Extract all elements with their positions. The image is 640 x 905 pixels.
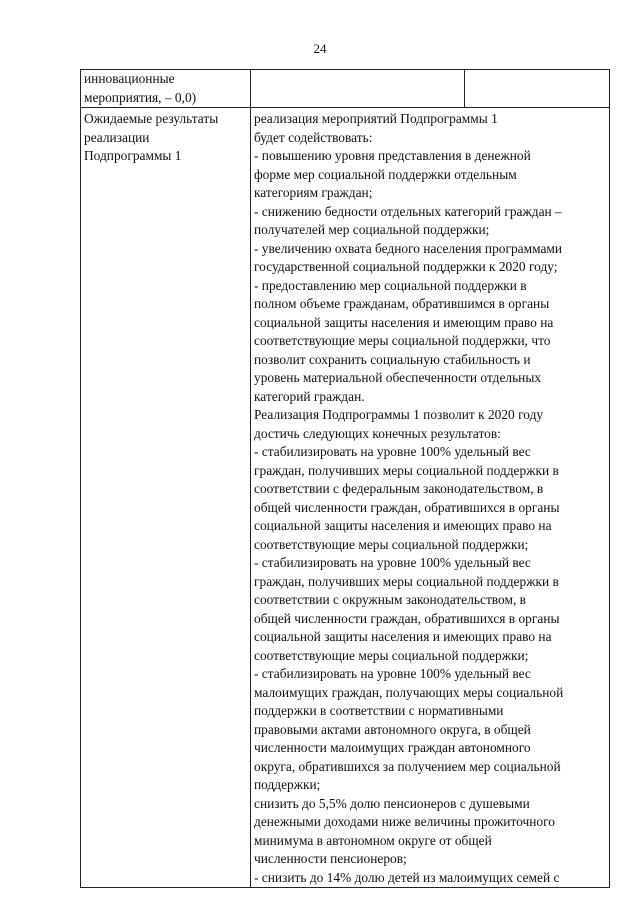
row-content-cell: [251, 108, 610, 888]
text-line: соответствующие меры социальной поддержки, что: [254, 333, 551, 348]
text-line: снизить до 5,5% долю пенсионеров с душевыми: [254, 795, 530, 811]
text-line: - повышению уровня представления в денежной: [254, 148, 531, 163]
text-line: соответствии с окружным законодательством, в: [254, 592, 526, 607]
text-line: социальной защиты населения и имеющих право на: [254, 518, 552, 533]
text-line: получателей мер социальной поддержки;: [254, 222, 490, 237]
text-line: реализация мероприятий Подпрограммы 1: [254, 111, 498, 126]
text-line: Подпрограммы 1: [84, 148, 182, 163]
text-line: социальной защиты населения и имеющих право на: [254, 629, 552, 644]
text-line: поддержки в соответствии с нормативными: [254, 703, 504, 718]
text-line: достичь следующих конечных результатов:: [254, 425, 501, 441]
top-left-cell: [81, 70, 251, 108]
row-label-cell: [81, 108, 251, 888]
text-line: общей численности граждан, обратившихся в органы: [254, 610, 560, 626]
text-line: социальной защиты населения и имеющим право на: [254, 314, 554, 330]
text-line: - стабилизировать на уровне 100% удельный вес: [254, 444, 531, 459]
text-line: - предоставлению мер социальной поддержки в: [254, 277, 527, 293]
table-row: [81, 108, 610, 888]
text-line: - увеличению охвата бедного населения программами: [254, 240, 563, 256]
text-line: категориям граждан;: [254, 185, 373, 200]
cell-line: инновационные: [84, 71, 175, 86]
top-right-cell: [465, 70, 610, 108]
row-label: [84, 108, 247, 166]
text-line: численности пенсионеров;: [254, 851, 407, 866]
text-line: соответствии с федеральным законодательством, в: [254, 481, 544, 496]
text-line: правовыми актами автономного округа, в общей: [254, 721, 531, 737]
text-line: позволит сохранить социальную стабильность и: [254, 351, 531, 367]
text-line: реализации: [84, 129, 150, 145]
text-line: государственной социальной поддержки к 2020 году;: [254, 259, 558, 274]
text-line: малоимущих граждан, получающих меры социальной: [254, 684, 564, 700]
text-line: денежными доходами ниже величины прожиточного: [254, 814, 555, 829]
text-line: категорий граждан.: [254, 388, 365, 404]
text-line: - стабилизировать на уровне 100% удельный вес: [254, 666, 531, 681]
text-line: Ожидаемые результаты: [84, 111, 219, 126]
text-line: минимума в автономном округе от общей: [254, 832, 492, 848]
text-line: Реализация Подпрограммы 1 позволит к 2020 году: [254, 407, 544, 422]
text-line: граждан, получивших меры социальной поддержки в: [254, 462, 559, 478]
program-table: [80, 69, 610, 888]
text-line: поддержки;: [254, 777, 321, 792]
row-content: [254, 108, 606, 887]
text-line: уровень материальной обеспеченности отдельных: [254, 370, 542, 385]
text-line: соответствующие меры социальной поддержки;: [254, 647, 529, 663]
text-line: - снижению бедности отдельных категорий граждан –: [254, 203, 562, 219]
text-line: полном объеме гражданам, обратившимся в органы: [254, 296, 550, 311]
page-number: 24: [313, 41, 327, 56]
text-line: численности малоимущих граждан автономного: [254, 740, 531, 755]
cell-line: мероприятия, – 0,0): [84, 89, 197, 105]
text-line: соответствующие меры социальной поддержки;: [254, 536, 529, 552]
top-middle-cell: [251, 70, 465, 108]
table-row: [81, 70, 610, 108]
text-line: форме мер социальной поддержки отдельным: [254, 166, 517, 182]
text-line: граждан, получивших меры социальной поддержки в: [254, 573, 559, 589]
text-line: общей численности граждан, обратившихся в органы: [254, 499, 560, 515]
text-line: - снизить до 14% долю детей из малоимущих семей с: [254, 869, 560, 885]
text-line: - стабилизировать на уровне 100% удельный вес: [254, 555, 531, 570]
text-line: будет содействовать:: [254, 129, 373, 145]
text-line: округа, обратившихся за получением мер социальной: [254, 758, 561, 774]
